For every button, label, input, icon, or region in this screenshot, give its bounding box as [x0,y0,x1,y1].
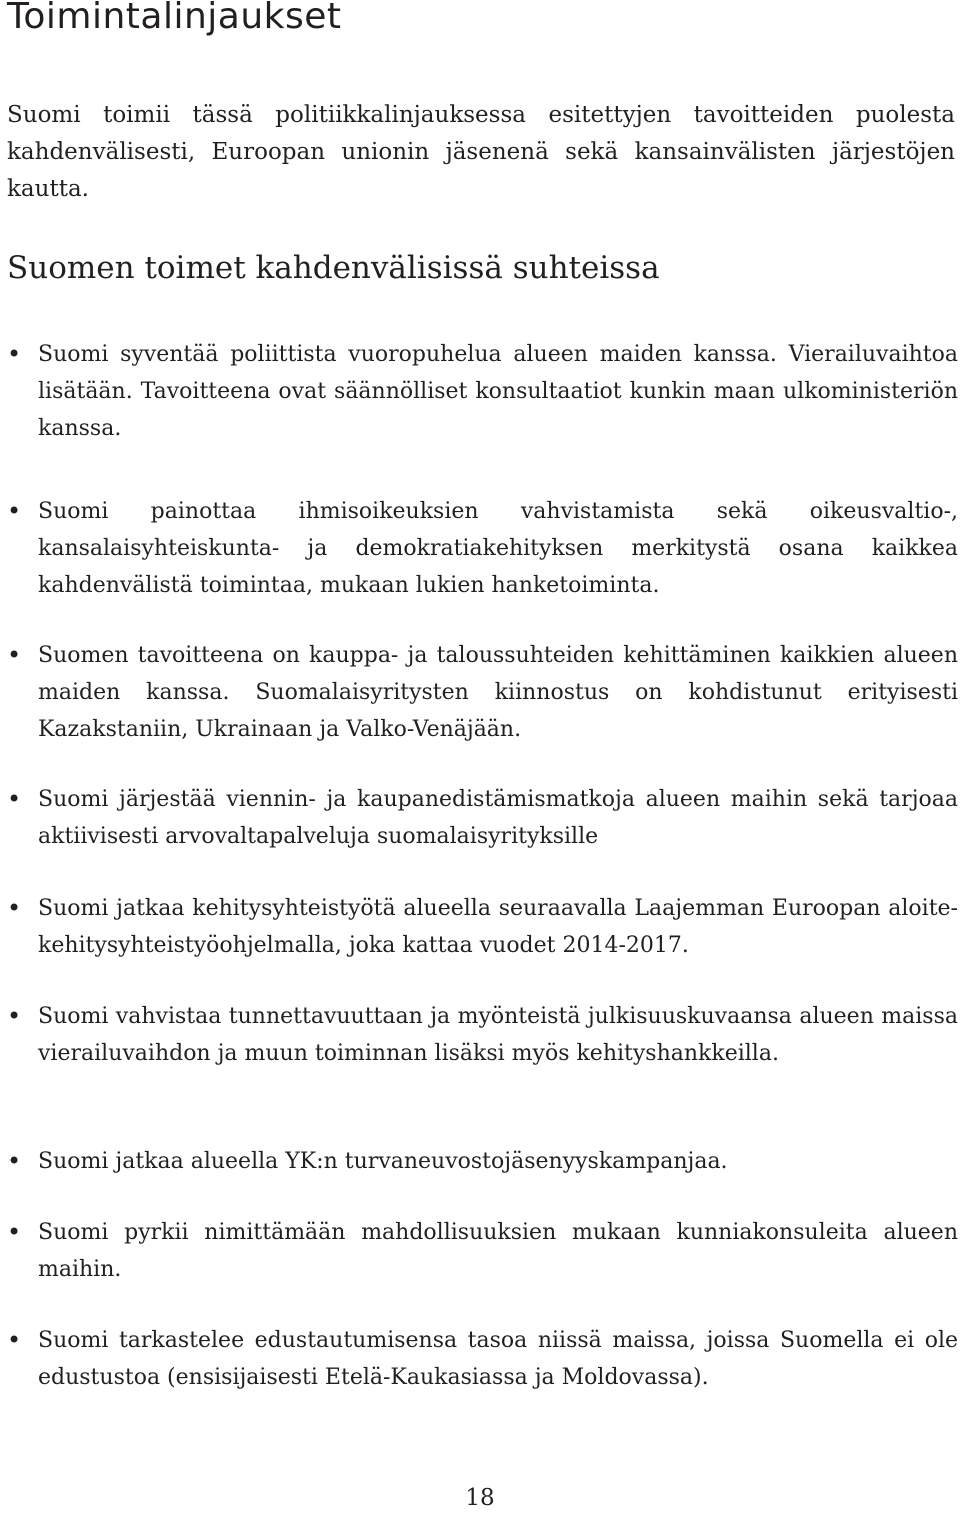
bullet-icon: • [7,1147,22,1175]
list-item-text: Suomi jatkaa alueella YK:n turvaneuvostojäsenyyskampanjaa. [38,1149,728,1174]
bullet-icon: • [7,641,22,669]
bullet-icon: • [7,1218,22,1246]
list-item-text: Suomi syventää poliittista vuoropuhelua alueen maiden kanssa. Vierailuvaihtoa lisätään. Tavoitteena ovat säännölliset konsultaatiot kunkin maan ulkoministeriön kanssa. [38,342,958,441]
bullet-icon: • [7,894,22,922]
bullet-icon: • [7,340,22,368]
list-item-text: Suomi vahvistaa tunnettavuuttaan ja myönteistä julkisuuskuvaansa alueen maissa vierailuvaihdon ja muun toiminnan lisäksi myös kehityshankkeilla. [38,1004,958,1066]
bullet-icon: • [7,497,22,525]
page-title: Toimintalinjaukset [7,0,342,37]
section-heading: Suomen toimet kahdenvälisissä suhteissa [7,250,660,286]
bullet-icon: • [7,1002,22,1030]
page-number: 18 [465,1485,495,1511]
list-item-text: Suomen tavoitteena on kauppa- ja taloussuhteiden kehittäminen kaikkien alueen maiden kanssa. Suomalaisyritysten kiinnostus on kohdistunut erityisesti Kazakstaniin, Ukrainaan ja Valko-Venäjään. [38,643,958,742]
bullet-icon: • [7,1326,22,1354]
list-item-text: Suomi järjestää viennin- ja kaupanedistämismatkoja alueen maihin sekä tarjoaa aktiivisesti arvovaltapalveluja suomalaisyrityksille [38,787,958,849]
bullet-icon: • [7,785,22,813]
list-item-text: Suomi tarkastelee edustautumisensa tasoa niissä maissa, joissa Suomella ei ole edustustoa (ensisijaisesti Etelä-Kaukasiassa ja Moldovassa). [38,1328,958,1390]
list-item-text: Suomi pyrkii nimittämään mahdollisuuksien mukaan kunniakonsuleita alueen maihin. [38,1220,958,1282]
list-item-text: Suomi painottaa ihmisoikeuksien vahvistamista sekä oikeusvaltio-, kansalaisyhteiskunta- ja demokratiakehityksen merkitystä osana kaikkea kahdenvälistä toimintaa, mukaan lukien hanketoiminta. [38,499,958,598]
intro-paragraph: Suomi toimii tässä politiikkalinjauksessa esitettyjen tavoitteiden puolesta kahdenvälisesti, Euroopan unionin jäsenenä sekä kansainvälisten järjestöjen kautta. [7,102,955,202]
list-item-text: Suomi jatkaa kehitysyhteistyötä alueella seuraavalla Laajemman Euroopan aloite-kehitysyhteistyöohjelmalla, joka kattaa vuodet 2014-2017. [38,896,958,958]
